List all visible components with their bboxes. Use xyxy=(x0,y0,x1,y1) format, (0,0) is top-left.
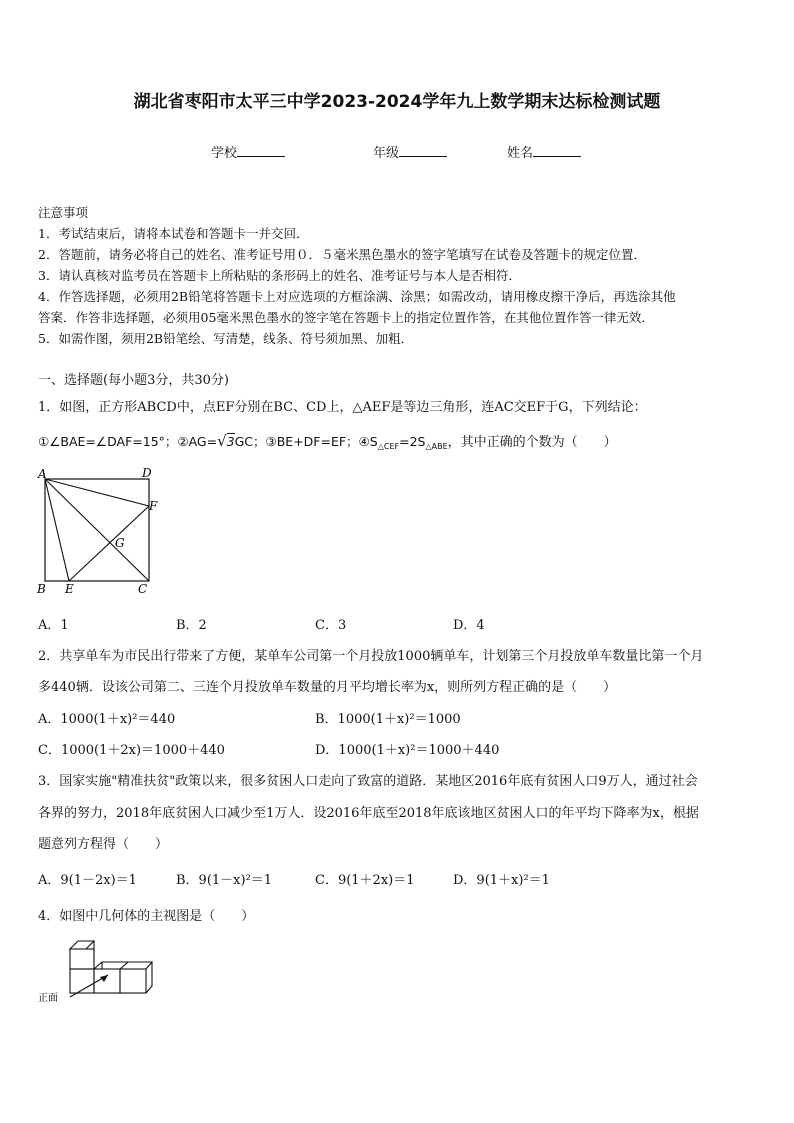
bottom-cube-3 xyxy=(120,969,146,993)
school-field xyxy=(211,142,285,161)
front-label: 正面 xyxy=(38,993,58,1004)
q3-option-b: B．9(1－x)²＝1 xyxy=(176,873,273,888)
name-field xyxy=(507,142,581,161)
note-item: 1．考试结束后，请将本试卷和答题卡一并交回． xyxy=(38,226,309,241)
q1-question-end: ，其中正确的个数为（ ） xyxy=(447,435,617,450)
note-item: 2．答题前，请务必将自己的姓名、准考证号用０．５毫米黑色墨水的签字笔填写在试卷及答题卡的规定位置． xyxy=(38,247,646,262)
q1-option-d: D．4 xyxy=(453,618,485,633)
label-a: A xyxy=(38,467,47,481)
school-label: 学校 xyxy=(211,146,238,161)
note-item: 答案．作答非选择题，必须用05毫米黑色墨水的签字笔在答题卡上的指定位置作答，在其他位置作答一律无效． xyxy=(38,310,654,325)
cube-3-side-face xyxy=(146,962,152,993)
top-cube-front xyxy=(70,949,94,969)
label-g: G xyxy=(115,536,125,550)
q1-option-b: B．2 xyxy=(176,618,207,633)
cube-2-top-face xyxy=(94,962,128,969)
q1-square-figure xyxy=(34,465,164,600)
q4-stem: 4．如图中几何体的主视图是（ ） xyxy=(38,909,255,924)
note-item: 5．如需作图，须用2B铅笔绘、写清楚，线条、符号须加黑、加粗． xyxy=(38,331,414,346)
q2-option-c: C．1000(1＋2x)＝1000＋440 xyxy=(38,743,225,758)
q1-option-c: C．3 xyxy=(315,618,347,633)
q2-line1: 2．共享单车为市民出行带来了方便，某单车公司第一个月投放1000辆单车，计划第三个月投放单车数量比第一个月 xyxy=(38,649,704,664)
q3-line1: 3．国家实施"精准扶贫"政策以来，很多贫困人口走向了致富的道路．某地区2016年底有贫困人口9万人，通过社会 xyxy=(38,774,698,789)
segment-af xyxy=(45,479,149,506)
sqrt-symbol: √ xyxy=(217,432,227,450)
grade-blank xyxy=(399,144,447,157)
top-cube-top-face xyxy=(70,941,94,949)
grade-field xyxy=(373,142,447,161)
q1-conclusion-1: ①∠BAE=∠DAF=15°；②AG= xyxy=(38,434,218,449)
label-c: C xyxy=(138,582,148,596)
label-b: B xyxy=(37,582,46,596)
subscript-cef: △CEF xyxy=(377,442,400,451)
name-label: 姓名 xyxy=(507,146,534,161)
q1-option-a: A．1 xyxy=(38,618,69,633)
label-d: D xyxy=(142,466,152,480)
notes-heading: 注意事项 xyxy=(38,205,89,220)
segment-ae xyxy=(45,479,69,581)
diagonal-ac xyxy=(45,479,149,581)
q2-option-d: D．1000(1＋x)²＝1000＋440 xyxy=(315,743,500,758)
q2-option-a: A．1000(1＋x)²＝440 xyxy=(38,712,176,727)
school-blank xyxy=(237,144,285,157)
section-heading: 一、选择题(每小题3分，共30分) xyxy=(38,373,229,388)
page-title: 湖北省枣阳市太平三中学2023-2024学年九上数学期末达标检测试题 xyxy=(133,92,661,112)
q3-option-a: A．9(1－2x)＝1 xyxy=(38,873,137,888)
subscript-abe: △ABE xyxy=(425,442,448,451)
q2-line2: 多440辆．设该公司第二、三连个月投放单车数量的月平均增长率为x，则所列方程正确的是（ ） xyxy=(38,680,617,695)
q1-stem: 1．如图，正方形ABCD中，点EF分别在BC、CD上，△AEF是等边三角形，连AC交EF于G，下列结论： xyxy=(38,400,647,415)
q3-option-c: C．9(1＋2x)＝1 xyxy=(315,873,415,888)
q1-conclusion-2: GC；③BE+DF=EF；④S xyxy=(234,434,378,449)
q1-conclusions xyxy=(38,431,617,451)
q3-option-d: D．9(1＋x)²＝1 xyxy=(453,873,550,888)
note-item: 4．作答选择题，必须用2B铅笔将答题卡上对应选项的方框涂满、涂黑；如需改动，请用橡皮擦干净后，再选涂其他 xyxy=(38,289,676,304)
q3-line2: 各界的努力，2018年底贫困人口减少至1万人．设2016年底至2018年底该地区贫困人口的年平均下降率为x，根据 xyxy=(38,806,699,821)
q4-solid-figure xyxy=(36,935,161,1010)
sqrt-radicand: 3 xyxy=(226,434,235,449)
q2-option-b: B．1000(1＋x)²＝1000 xyxy=(315,712,461,727)
label-e: E xyxy=(65,582,74,596)
q1-conclusion-mid: =2S xyxy=(399,434,426,449)
note-item: 3．请认真核对监考员在答题卡上所粘贴的条形码上的姓名、准考证号与本人是否相符． xyxy=(38,268,521,283)
cube-3-top-face xyxy=(128,962,152,969)
name-blank xyxy=(533,144,581,157)
grade-label: 年级 xyxy=(373,146,400,161)
q3-line3: 题意列方程得（ ） xyxy=(38,837,169,852)
label-f: F xyxy=(149,499,158,513)
